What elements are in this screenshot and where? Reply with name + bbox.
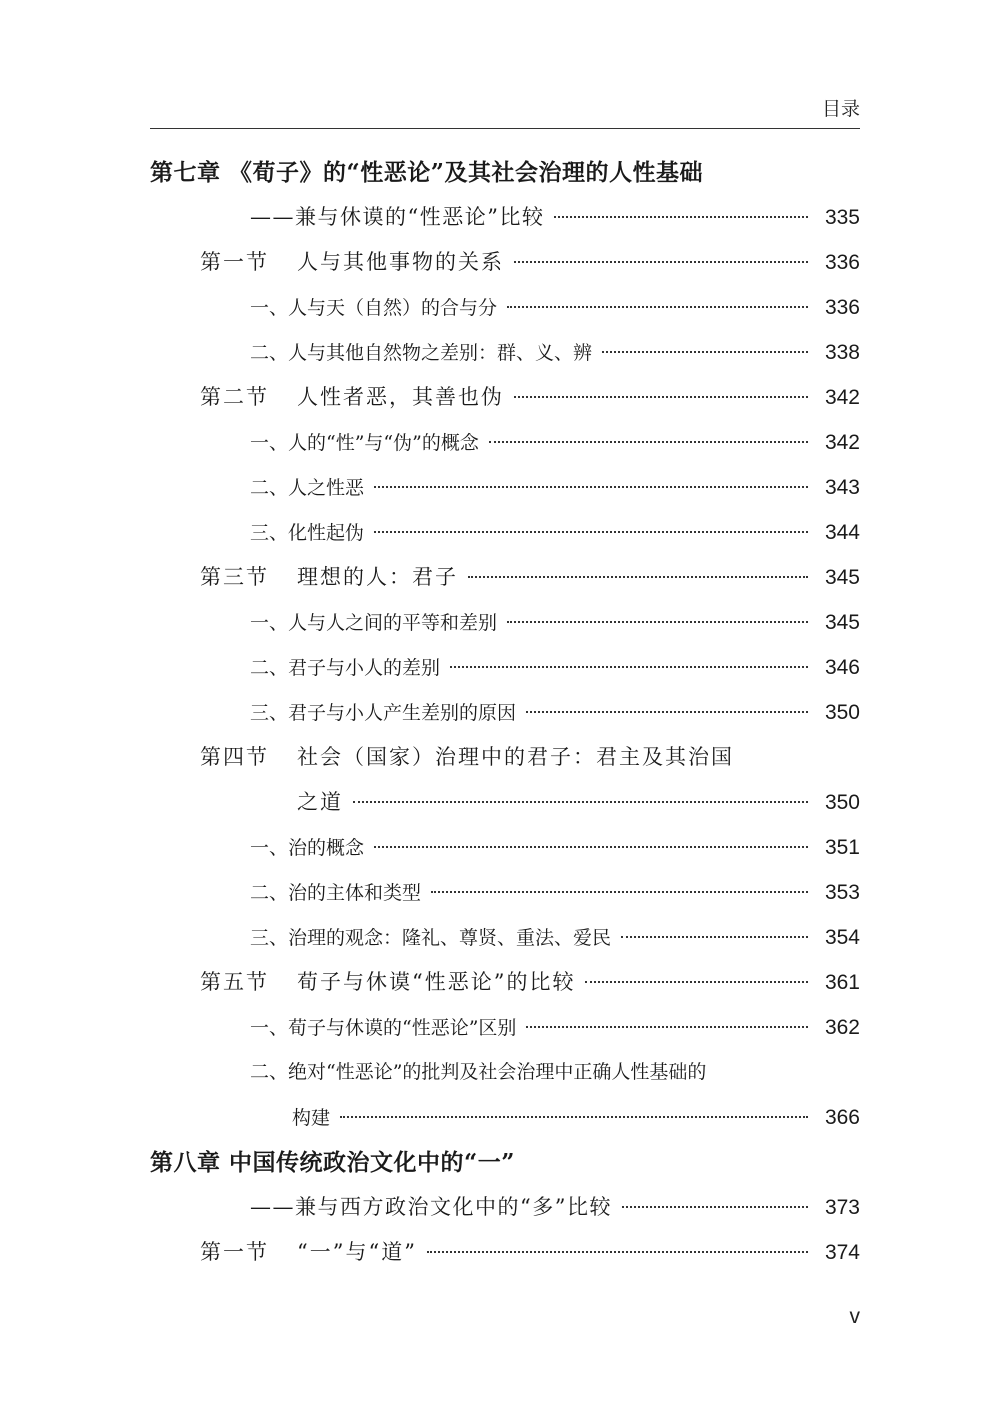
toc-section-8-1[interactable] (200, 1230, 860, 1275)
dot-leader (374, 531, 808, 533)
section-number: 第一节 (200, 250, 269, 274)
item-title: 一、治的概念 (250, 837, 365, 859)
section-title (200, 735, 734, 780)
section-name: 社会（国家）治理中的君子：君主及其治国 (297, 745, 734, 769)
section-number: 第三节 (200, 565, 269, 589)
toc-item[interactable] (250, 870, 860, 915)
chapter-title: 第七章 《荀子》的“性恶论”及其社会治理的人性基础 (150, 159, 703, 186)
toc-section-3[interactable] (200, 555, 860, 600)
chapter-title: 第八章 中国传统政治文化中的“一” (150, 1149, 515, 1176)
section-title (200, 240, 504, 285)
item-title: 二、治的主体和类型 (250, 882, 422, 904)
toc-item[interactable] (250, 420, 860, 465)
toc-section-5[interactable] (200, 960, 860, 1005)
chapter-subtitle: ——兼与休谟的“性恶论”比较 (250, 205, 545, 229)
item-title: 一、人的“性”与“伪”的概念 (250, 432, 479, 454)
header-rule (150, 128, 860, 129)
page-number: 373 (824, 1196, 860, 1219)
page-number: 361 (824, 971, 860, 994)
toc-item[interactable] (250, 645, 860, 690)
toc-section-1[interactable] (200, 240, 860, 285)
dot-leader (621, 936, 808, 938)
toc-item[interactable] (250, 600, 860, 645)
section-name: 荀子与休谟“性恶论”的比较 (297, 970, 576, 994)
page-number: 354 (824, 926, 860, 949)
section-number: 第一节 (200, 1240, 269, 1264)
chapter-subtitle: ——兼与西方政治文化中的“多”比较 (250, 1195, 612, 1219)
item-title: 三、君子与小人产生差别的原因 (250, 702, 517, 724)
section-number: 第四节 (200, 745, 269, 769)
dot-leader (468, 576, 808, 578)
toc-item[interactable] (250, 330, 860, 375)
dot-leader (514, 261, 808, 263)
page-number: 350 (824, 701, 860, 724)
item-title: 二、君子与小人的差别 (250, 657, 441, 679)
item-title: 一、荀子与休谟的“性恶论”区别 (250, 1017, 517, 1039)
section-name: 理想的人：君子 (297, 565, 458, 589)
dot-leader (554, 216, 808, 218)
toc-item[interactable] (250, 510, 860, 555)
page-number: 345 (824, 566, 860, 589)
page-folio: v (849, 1305, 860, 1328)
page-number: 336 (824, 296, 860, 319)
page-number: 350 (824, 791, 860, 814)
page-number: 335 (824, 206, 860, 229)
page-number: 353 (824, 881, 860, 904)
section-title (200, 555, 458, 600)
dot-leader (353, 801, 808, 803)
toc-chapter-7-subtitle[interactable] (250, 195, 860, 240)
page-number: 362 (824, 1016, 860, 1039)
toc-item[interactable] (250, 690, 860, 735)
page-number: 374 (824, 1241, 860, 1264)
toc-item[interactable] (250, 1005, 860, 1050)
toc-chapter-8-subtitle[interactable] (250, 1185, 860, 1230)
dot-leader (514, 396, 808, 398)
section-title (200, 960, 575, 1005)
section-title (200, 375, 504, 420)
page-number: 366 (824, 1106, 860, 1129)
section-name: “一”与“道” (297, 1240, 417, 1264)
toc-chapter-7[interactable] (150, 150, 860, 195)
page-number: 351 (824, 836, 860, 859)
dot-leader (450, 666, 808, 668)
toc-section-4[interactable] (200, 735, 860, 780)
page-number: 343 (824, 476, 860, 499)
page-number: 336 (824, 251, 860, 274)
dot-leader (489, 441, 808, 443)
toc-chapter-8[interactable] (150, 1140, 860, 1185)
dot-leader (507, 306, 808, 308)
toc-item-continued[interactable] (292, 1095, 860, 1140)
dot-leader (431, 891, 808, 893)
section-number: 第五节 (200, 970, 269, 994)
section-title (200, 1230, 417, 1275)
page-number: 342 (824, 386, 860, 409)
dot-leader (507, 621, 808, 623)
toc-item[interactable] (250, 825, 860, 870)
dot-leader (526, 711, 808, 713)
dot-leader (374, 486, 808, 488)
section-name: 人与其他事物的关系 (297, 250, 504, 274)
item-title: 二、人与其他自然物之差别：群、义、辨 (250, 342, 593, 364)
section-name: 人性者恶，其善也伪 (297, 385, 504, 409)
page-number: 344 (824, 521, 860, 544)
toc-section-4-continued[interactable] (297, 780, 860, 825)
item-title: 一、人与人之间的平等和差别 (250, 612, 498, 634)
page-number: 338 (824, 341, 860, 364)
section-name-continued: 之道 (297, 790, 343, 814)
page-number: 345 (824, 611, 860, 634)
toc-item[interactable] (250, 465, 860, 510)
toc-item[interactable] (250, 1050, 860, 1095)
dot-leader (374, 846, 808, 848)
dot-leader (585, 981, 808, 983)
item-title: 一、人与天（自然）的合与分 (250, 297, 498, 319)
toc-item[interactable] (250, 285, 860, 330)
item-title: 三、治理的观念：隆礼、尊贤、重法、爱民 (250, 927, 612, 949)
dot-leader (526, 1026, 808, 1028)
toc-item[interactable] (250, 915, 860, 960)
page-number: 346 (824, 656, 860, 679)
item-title: 二、绝对“性恶论”的批判及社会治理中正确人性基础的 (250, 1061, 707, 1083)
dot-leader (340, 1116, 808, 1118)
toc-section-2[interactable] (200, 375, 860, 420)
dot-leader (427, 1251, 808, 1253)
running-head: 目录 (821, 98, 860, 120)
item-title: 二、人之性恶 (250, 477, 365, 499)
dot-leader (602, 351, 808, 353)
item-title-continued: 构建 (292, 1107, 331, 1129)
section-number: 第二节 (200, 385, 269, 409)
page-number: 342 (824, 431, 860, 454)
item-title: 三、化性起伪 (250, 522, 365, 544)
dot-leader (622, 1206, 808, 1208)
